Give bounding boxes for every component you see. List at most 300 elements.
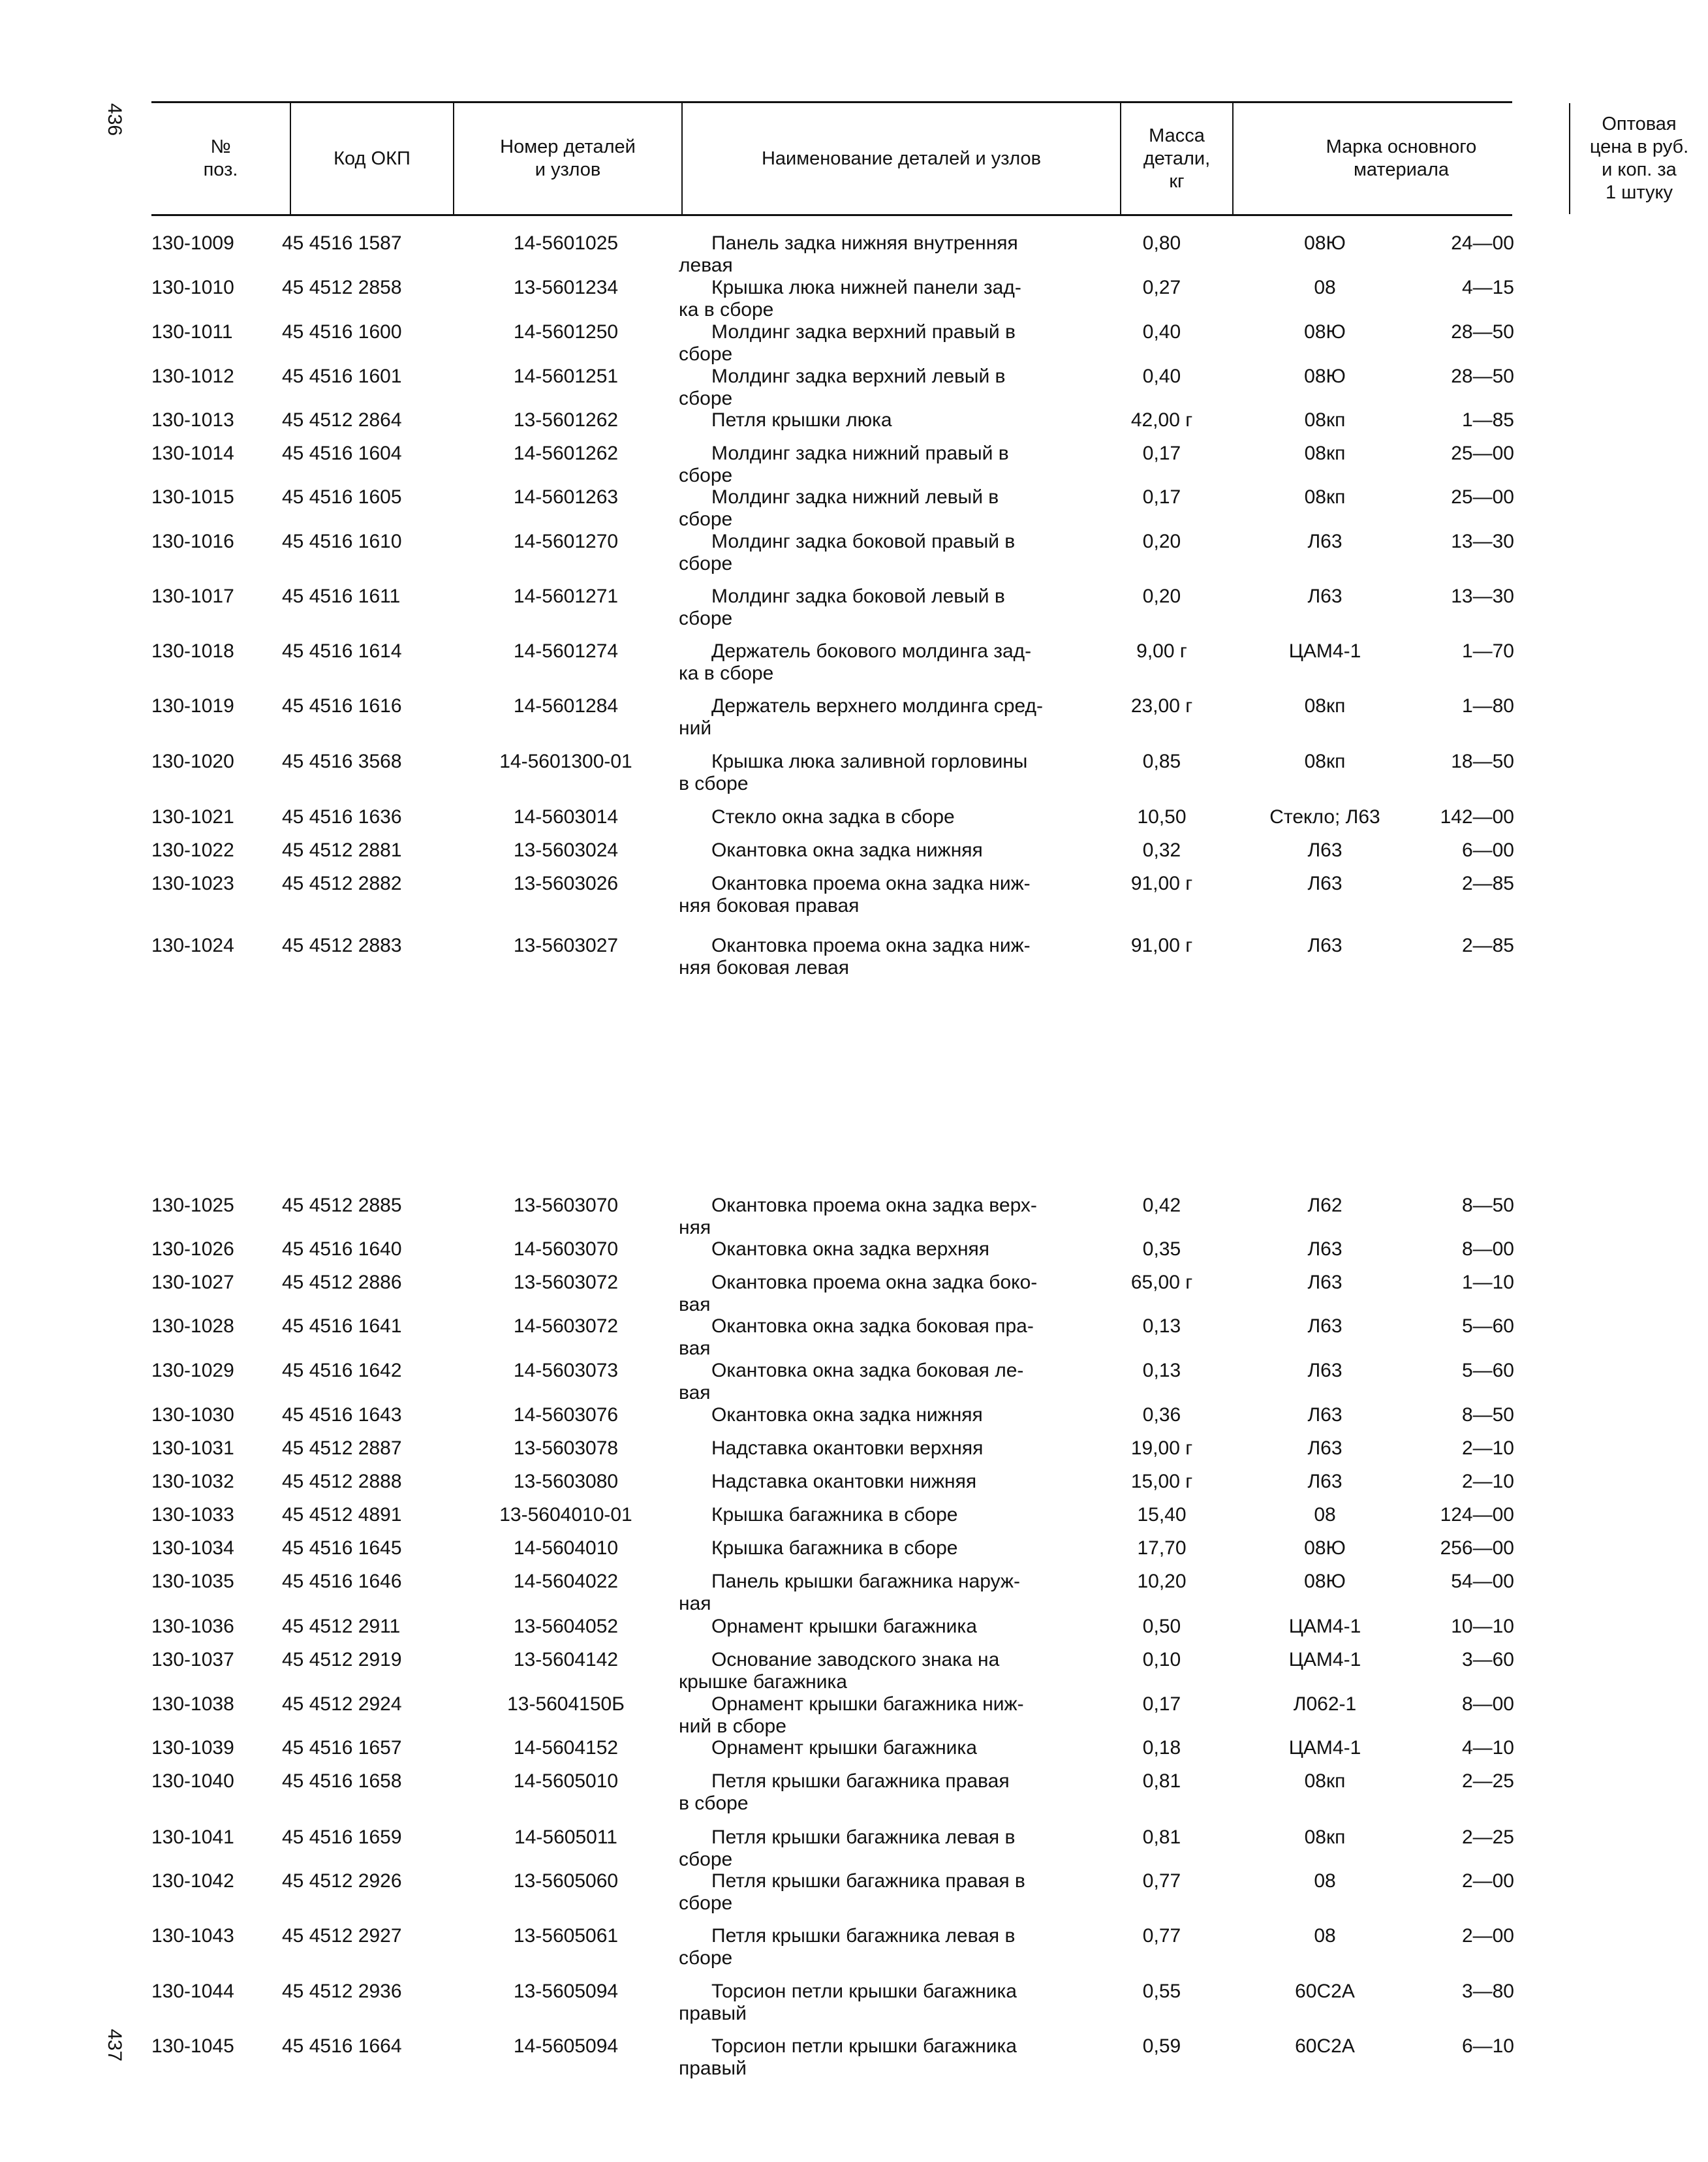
table-row <box>0 531 1660 574</box>
row-name-line2: сборе <box>679 343 733 365</box>
row-material: Л63 <box>1307 1272 1343 1293</box>
row-pos: 130-1010 <box>151 277 234 298</box>
row-part-number: 13-5605060 <box>513 1870 619 1892</box>
row-name <box>679 1471 1110 1493</box>
header-material: Марка основного материала <box>1232 103 1569 214</box>
row-okp: 45 4512 2924 <box>282 1693 402 1715</box>
row-mass: 91,00 г <box>1130 935 1193 956</box>
row-mass: 0,36 <box>1142 1404 1181 1426</box>
row-okp: 45 4516 1611 <box>282 586 401 607</box>
row-name-line1: Молдинг задка верхний левый в <box>711 366 1006 387</box>
row-pos: 130-1042 <box>151 1870 234 1892</box>
row-pos: 130-1027 <box>151 1272 234 1293</box>
row-price: 54—00 <box>1451 1571 1514 1592</box>
table-header <box>151 101 1689 216</box>
table-row <box>0 751 1660 794</box>
row-pos: 130-1015 <box>151 486 234 508</box>
row-name-line1: Торсион петли крышки багажника <box>711 1981 1017 2002</box>
row-name-line1: Панель задка нижняя внутренняя <box>711 232 1018 254</box>
row-name-line1: Окантовка окна задка нижняя <box>711 839 983 861</box>
row-name-line1: Молдинг задка нижний правый в <box>711 443 1009 464</box>
row-material: Л63 <box>1307 873 1343 894</box>
row-mass: 0,77 <box>1142 1870 1181 1892</box>
row-name <box>679 1272 1110 1316</box>
row-material: 08кп <box>1304 486 1346 508</box>
row-pos: 130-1025 <box>151 1195 234 1216</box>
row-name <box>679 1404 1110 1426</box>
table-row <box>0 1315 1660 1358</box>
row-material: Л63 <box>1307 935 1343 956</box>
row-mass: 0,35 <box>1142 1238 1181 1260</box>
row-name-line1: Окантовка проема окна задка ниж- <box>711 935 1031 956</box>
row-name <box>679 409 1110 431</box>
row-part-number: 13-5604010-01 <box>499 1504 632 1526</box>
row-name-line1: Крышка люка заливной горловины <box>711 751 1028 772</box>
row-name-line1: Крышка люка нижней панели зад- <box>711 277 1021 298</box>
row-pos: 130-1019 <box>151 695 234 717</box>
row-pos: 130-1028 <box>151 1315 234 1337</box>
row-name <box>679 806 1110 828</box>
row-name <box>679 640 1110 685</box>
row-mass: 23,00 г <box>1130 695 1193 717</box>
row-mass: 0,50 <box>1142 1616 1181 1637</box>
row-mass: 0,32 <box>1142 839 1181 861</box>
row-mass: 0,10 <box>1142 1649 1181 1670</box>
table-row <box>0 695 1660 738</box>
row-material: 08 <box>1314 1870 1336 1892</box>
row-pos: 130-1038 <box>151 1693 234 1715</box>
row-part-number: 14-5605094 <box>513 2035 619 2057</box>
row-name <box>679 1870 1110 1915</box>
table-row <box>0 232 1660 275</box>
row-okp: 45 4516 1657 <box>282 1737 402 1759</box>
row-pos: 130-1033 <box>151 1504 234 1526</box>
row-okp: 45 4516 1658 <box>282 1770 402 1792</box>
row-mass: 0,13 <box>1142 1360 1181 1381</box>
row-mass: 10,20 <box>1137 1571 1187 1592</box>
row-price: 8—00 <box>1461 1693 1514 1715</box>
row-mass: 0,27 <box>1142 277 1181 298</box>
row-name-line2: ка в сборе <box>679 663 774 684</box>
row-mass: 0,85 <box>1142 751 1181 772</box>
row-pos: 130-1040 <box>151 1770 234 1792</box>
row-material: Л63 <box>1307 1471 1343 1492</box>
row-okp: 45 4516 1587 <box>282 232 402 254</box>
row-price: 1—80 <box>1461 695 1514 717</box>
row-part-number: 14-5604152 <box>513 1737 619 1759</box>
row-mass: 10,50 <box>1137 806 1187 828</box>
row-mass: 0,59 <box>1142 2035 1181 2057</box>
row-mass: 15,40 <box>1137 1504 1187 1526</box>
row-mass: 0,55 <box>1142 1981 1181 2002</box>
row-material: Стекло; Л63 <box>1269 806 1380 828</box>
row-mass: 17,70 <box>1137 1537 1187 1559</box>
row-price: 24—00 <box>1451 232 1514 254</box>
row-okp: 45 4516 1643 <box>282 1404 402 1426</box>
row-okp: 45 4516 1641 <box>282 1315 402 1337</box>
table-row <box>0 1981 1660 2024</box>
row-price: 124—00 <box>1440 1504 1514 1526</box>
row-part-number: 13-5603080 <box>513 1471 619 1492</box>
row-name-line1: Надставка окантовки верхняя <box>711 1437 984 1459</box>
row-price: 1—70 <box>1461 640 1514 662</box>
row-name-line2: сборе <box>679 509 733 530</box>
row-name-line1: Крышка багажника в сборе <box>711 1504 958 1526</box>
row-name <box>679 531 1110 575</box>
row-pos: 130-1036 <box>151 1616 234 1637</box>
row-name-line2: сборе <box>679 388 733 409</box>
row-mass: 0,81 <box>1142 1770 1181 1792</box>
row-material: Л63 <box>1307 1404 1343 1426</box>
row-name-line1: Петля крышки люка <box>711 409 892 431</box>
row-okp: 45 4512 2911 <box>282 1616 401 1637</box>
row-name <box>679 1925 1110 1969</box>
row-price: 142—00 <box>1440 806 1514 828</box>
row-material: Л63 <box>1307 531 1343 552</box>
row-name-line1: Молдинг задка верхний правый в <box>711 321 1016 343</box>
row-pos: 130-1034 <box>151 1537 234 1559</box>
row-material: 08Ю <box>1304 321 1346 343</box>
row-pos: 130-1035 <box>151 1571 234 1592</box>
row-mass: 0,40 <box>1142 321 1181 343</box>
table-row <box>0 1925 1660 1968</box>
row-okp: 45 4516 1614 <box>282 640 402 662</box>
row-material: 08 <box>1314 277 1336 298</box>
row-part-number: 14-5603014 <box>513 806 619 828</box>
row-part-number: 13-5601234 <box>513 277 619 298</box>
row-mass: 65,00 г <box>1130 1272 1193 1293</box>
table-row <box>0 2035 1660 2078</box>
row-material: 08кп <box>1304 695 1346 717</box>
row-name-line1: Основание заводского знака на <box>711 1649 1000 1670</box>
row-price: 5—60 <box>1461 1315 1514 1337</box>
row-material: 08Ю <box>1304 232 1346 254</box>
row-price: 256—00 <box>1440 1537 1514 1559</box>
row-part-number: 14-5603076 <box>513 1404 619 1426</box>
row-price: 8—00 <box>1461 1238 1514 1260</box>
header-part-number: Номер деталей и узлов <box>453 103 681 214</box>
row-name <box>679 2035 1110 2080</box>
row-name-line2: няя боковая правая <box>679 895 860 916</box>
row-price: 8—50 <box>1461 1195 1514 1216</box>
row-name-line1: Окантовка проема окна задка боко- <box>711 1272 1038 1293</box>
row-name-line1: Орнамент крышки багажника <box>711 1616 977 1637</box>
row-okp: 45 4512 2885 <box>282 1195 402 1216</box>
row-pos: 130-1032 <box>151 1471 234 1492</box>
table-row <box>0 1870 1660 1913</box>
row-name <box>679 1238 1110 1261</box>
row-material: 08 <box>1314 1925 1336 1947</box>
row-mass: 0,17 <box>1142 486 1181 508</box>
row-material: Л63 <box>1307 1315 1343 1337</box>
row-price: 6—10 <box>1461 2035 1514 2057</box>
row-part-number: 14-5604010 <box>513 1537 619 1559</box>
row-name <box>679 1981 1110 2025</box>
row-part-number: 14-5603070 <box>513 1238 619 1260</box>
row-name-line2: сборе <box>679 1947 733 1969</box>
row-name-line2: вая <box>679 1338 711 1359</box>
row-okp: 45 4516 1645 <box>282 1537 402 1559</box>
row-pos: 130-1024 <box>151 935 234 956</box>
row-material: ЦАМ4-1 <box>1288 1616 1361 1637</box>
row-name-line2: сборе <box>679 465 733 486</box>
row-pos: 130-1031 <box>151 1437 234 1459</box>
row-part-number: 13-5603027 <box>513 935 619 956</box>
row-name-line2: ний в сборе <box>679 1716 786 1737</box>
row-material: 08Ю <box>1304 1571 1346 1592</box>
row-name <box>679 1616 1110 1638</box>
row-mass: 0,77 <box>1142 1925 1181 1947</box>
row-material: ЦАМ4-1 <box>1288 1649 1361 1670</box>
row-name-line2: вая <box>679 1382 711 1403</box>
row-part-number: 14-5601270 <box>513 531 619 552</box>
header-okp: Код ОКП <box>290 103 453 214</box>
row-okp: 45 4512 2936 <box>282 1981 402 2002</box>
table-row <box>0 1360 1660 1403</box>
row-pos: 130-1043 <box>151 1925 234 1947</box>
row-name-line1: Окантовка проема окна задка верх- <box>711 1195 1037 1216</box>
row-name-line2: левая <box>679 255 733 276</box>
row-price: 28—50 <box>1451 366 1514 387</box>
row-price: 4—15 <box>1461 277 1514 298</box>
row-name-line1: Окантовка окна задка верхняя <box>711 1238 990 1260</box>
row-pos: 130-1013 <box>151 409 234 431</box>
row-name <box>679 1693 1110 1738</box>
row-okp: 45 4516 1616 <box>282 695 402 717</box>
row-name-line2: правый <box>679 2058 747 2079</box>
row-name-line2: няя <box>679 1217 711 1238</box>
row-okp: 45 4516 1664 <box>282 2035 402 2057</box>
row-price: 2—00 <box>1461 1870 1514 1892</box>
row-name-line1: Молдинг задка боковой левый в <box>711 586 1005 607</box>
table-row <box>0 586 1660 629</box>
row-name-line1: Надставка окантовки нижняя <box>711 1471 977 1492</box>
row-name <box>679 1360 1110 1404</box>
row-okp: 45 4516 1605 <box>282 486 402 508</box>
row-mass: 0,20 <box>1142 586 1181 607</box>
row-part-number: 13-5603072 <box>513 1272 619 1293</box>
row-price: 25—00 <box>1451 486 1514 508</box>
page-number-top: 436 <box>104 102 126 136</box>
row-material: 08кп <box>1304 1770 1346 1792</box>
row-material: 08Ю <box>1304 1537 1346 1559</box>
row-part-number: 13-5601262 <box>513 409 619 431</box>
row-okp: 45 4516 3568 <box>282 751 402 772</box>
table-row <box>0 873 1660 916</box>
row-part-number: 13-5603024 <box>513 839 619 861</box>
row-mass: 42,00 г <box>1130 409 1193 431</box>
row-name-line2: правый <box>679 2003 747 2024</box>
row-part-number: 14-5603073 <box>513 1360 619 1381</box>
row-mass: 0,17 <box>1142 1693 1181 1715</box>
row-name-line2: ная <box>679 1593 711 1614</box>
row-name <box>679 1195 1110 1239</box>
row-price: 1—10 <box>1461 1272 1514 1293</box>
row-pos: 130-1022 <box>151 839 234 861</box>
row-part-number: 14-5604022 <box>513 1571 619 1592</box>
row-part-number: 13-5603070 <box>513 1195 619 1216</box>
row-pos: 130-1029 <box>151 1360 234 1381</box>
row-name-line2: в сборе <box>679 773 749 794</box>
row-name-line2: сборе <box>679 1849 733 1870</box>
row-pos: 130-1026 <box>151 1238 234 1260</box>
row-pos: 130-1030 <box>151 1404 234 1426</box>
row-name-line2: в сборе <box>679 1793 749 1814</box>
row-mass: 0,42 <box>1142 1195 1181 1216</box>
row-name-line1: Крышка багажника в сборе <box>711 1537 958 1559</box>
row-material: ЦАМ4-1 <box>1288 640 1361 662</box>
table-row <box>0 1571 1660 1614</box>
table-row <box>0 486 1660 529</box>
row-name <box>679 695 1110 740</box>
row-pos: 130-1020 <box>151 751 234 772</box>
table-row <box>0 277 1660 320</box>
row-name <box>679 277 1110 321</box>
row-name-line1: Окантовка окна задка боковая пра- <box>711 1315 1034 1337</box>
row-pos: 130-1014 <box>151 443 234 464</box>
row-okp: 45 4516 1610 <box>282 531 402 552</box>
row-name-line2: сборе <box>679 553 733 574</box>
row-okp: 45 4512 2882 <box>282 873 402 894</box>
row-price: 3—80 <box>1461 1981 1514 2002</box>
row-name <box>679 1571 1110 1615</box>
row-part-number: 13-5604052 <box>513 1616 619 1637</box>
header-price: Оптовая цена в руб. и коп. за 1 штуку <box>1569 103 1708 214</box>
row-price: 2—00 <box>1461 1925 1514 1947</box>
row-name <box>679 1537 1110 1559</box>
row-name-line1: Окантовка проема окна задка ниж- <box>711 873 1031 894</box>
row-material: ЦАМ4-1 <box>1288 1737 1361 1759</box>
table-row <box>0 640 1660 683</box>
row-material: 08кп <box>1304 409 1346 431</box>
row-okp: 45 4512 2864 <box>282 409 402 431</box>
row-okp: 45 4512 4891 <box>282 1504 402 1526</box>
row-price: 25—00 <box>1451 443 1514 464</box>
header-name: Наименование деталей и узлов <box>681 103 1120 214</box>
row-okp: 45 4512 2888 <box>282 1471 402 1492</box>
row-mass: 91,00 г <box>1130 873 1193 894</box>
header-mass: Масса детали, кг <box>1120 103 1232 214</box>
row-price: 2—10 <box>1461 1437 1514 1459</box>
row-material: Л63 <box>1307 1437 1343 1459</box>
row-okp: 45 4512 2881 <box>282 839 402 861</box>
row-name-line1: Молдинг задка боковой правый в <box>711 531 1016 552</box>
row-part-number: 13-5605061 <box>513 1925 619 1947</box>
row-name-line2: вая <box>679 1294 711 1315</box>
row-price: 3—60 <box>1461 1649 1514 1670</box>
row-part-number: 14-5601251 <box>513 366 619 387</box>
row-okp: 45 4512 2883 <box>282 935 402 956</box>
table-row <box>0 1693 1660 1736</box>
row-part-number: 14-5605011 <box>514 1826 617 1848</box>
row-pos: 130-1041 <box>151 1826 234 1848</box>
table-row <box>0 1649 1660 1692</box>
header-pos: № поз. <box>203 136 238 180</box>
row-pos: 130-1021 <box>151 806 234 828</box>
row-name-line1: Держатель верхнего молдинга сред- <box>711 695 1044 717</box>
row-name <box>679 1737 1110 1759</box>
row-okp: 45 4512 2886 <box>282 1272 402 1293</box>
row-mass: 0,13 <box>1142 1315 1181 1337</box>
row-material: Л63 <box>1307 586 1343 607</box>
row-price: 28—50 <box>1451 321 1514 343</box>
row-name <box>679 486 1110 531</box>
row-name-line1: Петля крышки багажника правая в <box>711 1870 1025 1892</box>
row-part-number: 13-5603026 <box>513 873 619 894</box>
row-price: 18—50 <box>1451 751 1514 772</box>
row-price: 5—60 <box>1461 1360 1514 1381</box>
row-pos: 130-1017 <box>151 586 234 607</box>
row-name-line2: сборе <box>679 608 733 629</box>
row-mass: 0,17 <box>1142 443 1181 464</box>
row-okp: 45 4512 2858 <box>282 277 402 298</box>
row-pos: 130-1044 <box>151 1981 234 2002</box>
row-okp: 45 4516 1636 <box>282 806 402 828</box>
table-row <box>0 366 1660 409</box>
row-part-number: 13-5603078 <box>513 1437 619 1459</box>
row-part-number: 14-5605010 <box>513 1770 619 1792</box>
row-name-line1: Стекло окна задка в сборе <box>711 806 955 828</box>
row-name-line2: ка в сборе <box>679 299 774 321</box>
row-material: Л062-1 <box>1293 1693 1357 1715</box>
row-name-line1: Торсион петли крышки багажника <box>711 2035 1017 2057</box>
row-material: 08кп <box>1304 1826 1346 1848</box>
row-price: 10—10 <box>1451 1616 1514 1637</box>
row-part-number: 14-5601262 <box>513 443 619 464</box>
row-name-line1: Петля крышки багажника левая в <box>711 1925 1016 1947</box>
row-okp: 45 4516 1601 <box>282 366 402 387</box>
row-name <box>679 366 1110 410</box>
row-price: 2—85 <box>1461 873 1514 894</box>
row-okp: 45 4512 2919 <box>282 1649 402 1670</box>
row-name <box>679 1826 1110 1871</box>
row-pos: 130-1023 <box>151 873 234 894</box>
row-price: 13—30 <box>1451 531 1514 552</box>
row-pos: 130-1011 <box>151 321 233 343</box>
row-part-number: 14-5601025 <box>513 232 619 254</box>
row-name-line1: Окантовка окна задка боковая ле- <box>711 1360 1024 1381</box>
row-price: 13—30 <box>1451 586 1514 607</box>
table-row <box>0 935 1660 978</box>
row-material: Л63 <box>1307 1238 1343 1260</box>
row-pos: 130-1009 <box>151 232 234 254</box>
row-material: 08 <box>1314 1504 1336 1526</box>
row-material: Л63 <box>1307 1360 1343 1381</box>
row-name-line2: сборе <box>679 1892 733 1914</box>
row-material: 08Ю <box>1304 366 1346 387</box>
row-price: 2—25 <box>1461 1826 1514 1848</box>
row-mass: 0,18 <box>1142 1737 1181 1759</box>
row-name <box>679 751 1110 795</box>
row-price: 8—50 <box>1461 1404 1514 1426</box>
row-name <box>679 1649 1110 1693</box>
row-part-number: 13-5604150Б <box>507 1693 625 1715</box>
table-row <box>0 1272 1660 1315</box>
row-name-line1: Петля крышки багажника правая <box>711 1770 1010 1792</box>
row-name-line1: Петля крышки багажника левая в <box>711 1826 1016 1848</box>
row-part-number: 13-5604142 <box>513 1649 619 1670</box>
row-part-number: 14-5601274 <box>513 640 619 662</box>
row-name <box>679 1437 1110 1460</box>
row-name <box>679 232 1110 277</box>
row-material: 08кп <box>1304 443 1346 464</box>
row-mass: 15,00 г <box>1130 1471 1193 1492</box>
row-name-line1: Молдинг задка нижний левый в <box>711 486 999 508</box>
table-row <box>0 1770 1660 1813</box>
row-name-line2: ний <box>679 717 712 739</box>
row-name <box>679 1770 1110 1815</box>
row-price: 4—10 <box>1461 1737 1514 1759</box>
